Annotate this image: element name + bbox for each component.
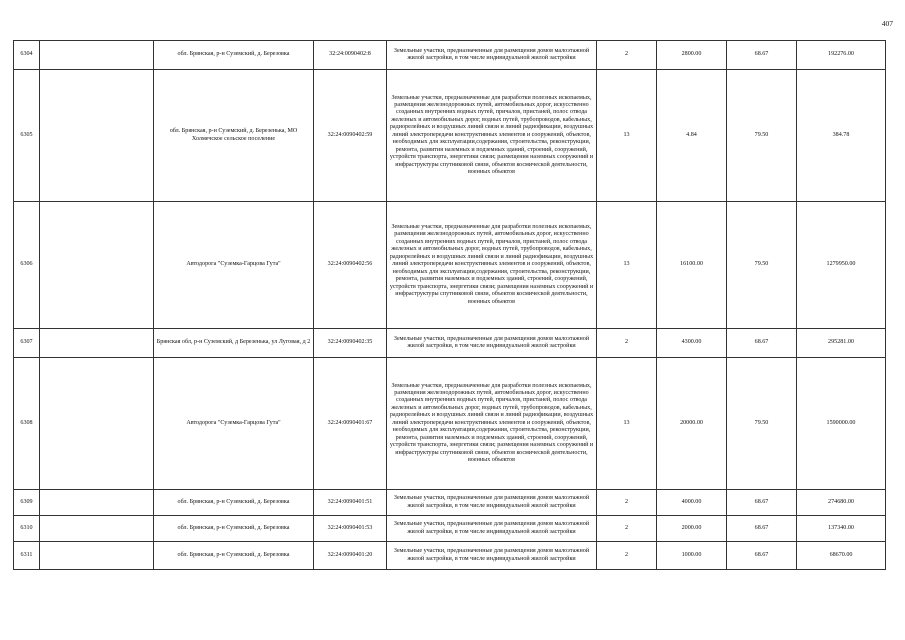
empty-cell bbox=[40, 358, 154, 490]
cadastral-value-cell: 192276.00 bbox=[797, 41, 886, 70]
page-number: 407 bbox=[881, 19, 893, 28]
land-use-cell: Земельные участки, предназначенные для размещения домов малоэтажной жилой застройки, в том числе индивидуальной жилой застройки bbox=[387, 329, 597, 358]
table-row bbox=[14, 41, 886, 70]
land-use-cell: Земельные участки, предназначенные для размещения домов малоэтажной жилой застройки, в том числе индивидуальной жилой застройки bbox=[387, 41, 597, 70]
table-row bbox=[14, 358, 886, 490]
cadastral-value-cell: 68670.00 bbox=[797, 542, 886, 570]
row-number-cell: 6311 bbox=[14, 542, 40, 570]
area-cell: 4000.00 bbox=[657, 490, 727, 516]
row-number-cell: 6306 bbox=[14, 202, 40, 329]
area-cell: 2800.00 bbox=[657, 41, 727, 70]
area-cell: 2000.00 bbox=[657, 516, 727, 542]
land-use-cell: Земельные участки, предназначенные для разработки полезных ископаемых, размещения железнодорожных путей, автомобильных дорог, искусственно созданных внутренних водных путей, причалов, пристаней, полос отвода железных и автомобильных дорог, водных путей, трубопроводов, кабельных, радиорелейных и воздушных линий связи и линий радиофикации, воздушных линий электропередачи конструктивных элементов и сооружений, объектов, необходимых для эксплуатации,содержания, строительства, реконструкции, ремонта, развития наземных и подземных зданий, строений, сооружений, устройств транспорта, энергетики связи; размещения наземных сооружений и инфраструктуры спутниковой связи, объектов космической деятельности, военных объектов bbox=[387, 70, 597, 202]
category-cell: 2 bbox=[597, 516, 657, 542]
table-body bbox=[14, 41, 886, 570]
cadastral-number-cell: 32:24:0090401:53 bbox=[314, 516, 387, 542]
specific-value-cell: 68.67 bbox=[727, 490, 797, 516]
address-cell: обл. Брянская, р-н Суземский, д. Березовка bbox=[154, 490, 314, 516]
category-cell: 13 bbox=[597, 202, 657, 329]
table-row bbox=[14, 70, 886, 202]
area-cell: 4300.00 bbox=[657, 329, 727, 358]
address-cell: обл. Брянская, р-н Суземский, д. Березенька, МО Холмечское сельское поселение bbox=[154, 70, 314, 202]
address-cell: Автодорога "Суземка-Гарцова Гута" bbox=[154, 202, 314, 329]
area-cell: 20000.00 bbox=[657, 358, 727, 490]
cadastral-value-cell: 295281.00 bbox=[797, 329, 886, 358]
empty-cell bbox=[40, 202, 154, 329]
specific-value-cell: 79.50 bbox=[727, 358, 797, 490]
cadastral-number-cell: 32:24:0090402:59 bbox=[314, 70, 387, 202]
land-use-cell: Земельные участки, предназначенные для разработки полезных ископаемых, размещения железнодорожных путей, автомобильных дорог, искусственно созданных внутренних водных путей, причалов, пристаней, полос отвода железных и автомобильных дорог, водных путей, трубопроводов, кабельных, радиорелейных и воздушных линий связи и линий радиофикации, воздушных линий электропередачи конструктивных элементов и сооружений, объектов, необходимых для эксплуатации,содержания, строительства, реконструкции, ремонта, развития наземных и подземных зданий, строений, сооружений, устройств транспорта, энергетики связи; размещения наземных сооружений и инфраструктуры спутниковой связи, объектов космической деятельности, военных объектов bbox=[387, 358, 597, 490]
cadastral-number-cell: 32:24:0090401:20 bbox=[314, 542, 387, 570]
empty-cell bbox=[40, 70, 154, 202]
category-cell: 2 bbox=[597, 41, 657, 70]
land-use-cell: Земельные участки, предназначенные для размещения домов малоэтажной жилой застройки, в том числе индивидуальной жилой застройки bbox=[387, 490, 597, 516]
specific-value-cell: 79.50 bbox=[727, 202, 797, 329]
address-cell: обл. Брянская, р-н Суземский, д. Березовка bbox=[154, 516, 314, 542]
cadastral-number-cell: 32:24:0090402:35 bbox=[314, 329, 387, 358]
specific-value-cell: 79.50 bbox=[727, 70, 797, 202]
table-row bbox=[14, 490, 886, 516]
cadastral-value-cell: 1590000.00 bbox=[797, 358, 886, 490]
table-row bbox=[14, 516, 886, 542]
empty-cell bbox=[40, 542, 154, 570]
cadastral-number-cell: 32:24:0090402:56 bbox=[314, 202, 387, 329]
empty-cell bbox=[40, 516, 154, 542]
row-number-cell: 6309 bbox=[14, 490, 40, 516]
area-cell: 1000.00 bbox=[657, 542, 727, 570]
address-cell: обл. Брянская, р-н Суземский, д. Березовка bbox=[154, 542, 314, 570]
address-cell: Брянская обл, р-н Суземский, д Березенька, ул Луговая, д 2 bbox=[154, 329, 314, 358]
address-cell: Автодорога "Суземка-Гарцова Гута" bbox=[154, 358, 314, 490]
empty-cell bbox=[40, 490, 154, 516]
category-cell: 13 bbox=[597, 358, 657, 490]
table-row bbox=[14, 542, 886, 570]
specific-value-cell: 68.67 bbox=[727, 516, 797, 542]
table-row bbox=[14, 329, 886, 358]
category-cell: 2 bbox=[597, 542, 657, 570]
empty-cell bbox=[40, 329, 154, 358]
cadastral-value-cell: 384.78 bbox=[797, 70, 886, 202]
area-cell: 4.84 bbox=[657, 70, 727, 202]
row-number-cell: 6307 bbox=[14, 329, 40, 358]
cadastral-value-cell: 137340.00 bbox=[797, 516, 886, 542]
land-use-cell: Земельные участки, предназначенные для размещения домов малоэтажной жилой застройки, в том числе индивидуальной жилой застройки bbox=[387, 542, 597, 570]
cadastral-number-cell: 32:24:0090401:51 bbox=[314, 490, 387, 516]
land-use-cell: Земельные участки, предназначенные для разработки полезных ископаемых, размещения железнодорожных путей, автомобильных дорог, искусственно созданных внутренних водных путей, причалов, пристаней, полос отвода железных и автомобильных дорог, водных путей, трубопроводов, кабельных, радиорелейных и воздушных линий связи и линий радиофикации, воздушных линий электропередачи конструктивных элементов и сооружений, объектов, необходимых для эксплуатации,содержания, строительства, реконструкции, ремонта, развития наземных и подземных зданий, строений, сооружений, устройств транспорта, энергетики связи; размещения наземных сооружений и инфраструктуры спутниковой связи, объектов космической деятельности, военных объектов bbox=[387, 202, 597, 329]
row-number-cell: 6310 bbox=[14, 516, 40, 542]
address-cell: обл. Брянская, р-н Суземский, д. Березовка bbox=[154, 41, 314, 70]
cadastral-number-cell: 32:24:0090401:67 bbox=[314, 358, 387, 490]
category-cell: 2 bbox=[597, 329, 657, 358]
area-cell: 16100.00 bbox=[657, 202, 727, 329]
specific-value-cell: 68.67 bbox=[727, 542, 797, 570]
row-number-cell: 6304 bbox=[14, 41, 40, 70]
cadastral-number-cell: 32:24:0090402:8 bbox=[314, 41, 387, 70]
cadastral-value-cell: 274680.00 bbox=[797, 490, 886, 516]
specific-value-cell: 68.67 bbox=[727, 329, 797, 358]
category-cell: 2 bbox=[597, 490, 657, 516]
empty-cell bbox=[40, 41, 154, 70]
table-row bbox=[14, 202, 886, 329]
category-cell: 13 bbox=[597, 70, 657, 202]
cadastral-value-cell: 1279950.00 bbox=[797, 202, 886, 329]
cadastral-value-table bbox=[13, 40, 886, 570]
land-use-cell: Земельные участки, предназначенные для размещения домов малоэтажной жилой застройки, в том числе индивидуальной жилой застройки bbox=[387, 516, 597, 542]
row-number-cell: 6305 bbox=[14, 70, 40, 202]
specific-value-cell: 68.67 bbox=[727, 41, 797, 70]
row-number-cell: 6308 bbox=[14, 358, 40, 490]
